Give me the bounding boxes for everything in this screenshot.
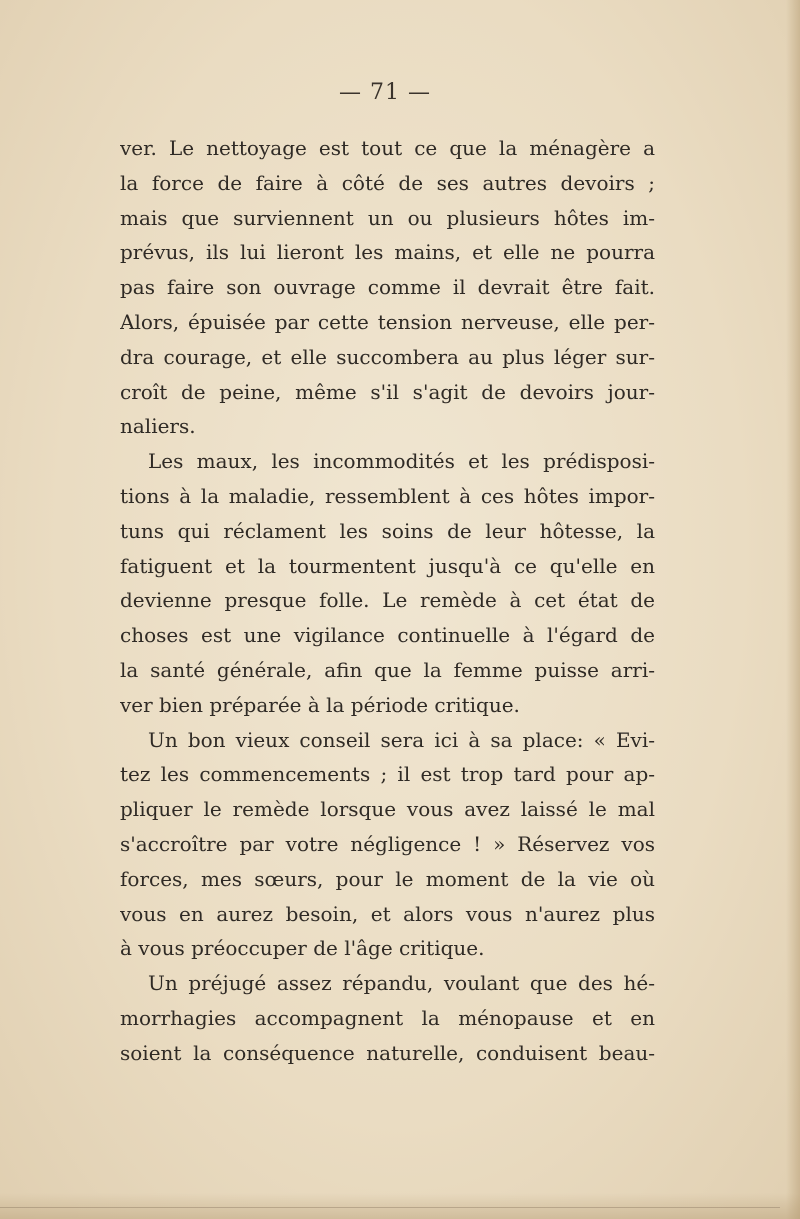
text-line: ver. Le nettoyage est tout ce que la ménagère a bbox=[120, 136, 655, 160]
text-line: prévus, ils lui lieront les mains, et elle ne pourra bbox=[120, 240, 655, 265]
text-line: pliquer le remède lorsque vous avez laissé le mal bbox=[120, 797, 655, 822]
text-line: ver bien préparée à la période critique. bbox=[120, 692, 520, 717]
text-line: forces, mes sœurs, pour le moment de la vie où bbox=[120, 866, 655, 891]
text-line: choses est une vigilance continuelle à l'égard de bbox=[120, 623, 655, 648]
text-line: fatiguent et la tourmentent jusqu'à ce qu'elle en bbox=[120, 553, 655, 578]
text-line: s'accroître par votre négligence ! » Réservez vos bbox=[120, 831, 655, 856]
text-line: devienne presque folle. Le remède à cet état de bbox=[120, 588, 655, 613]
text-line: tions à la maladie, ressemblent à ces hôtes impor- bbox=[120, 483, 655, 508]
text-line: Un préjugé assez répandu, voulant que des hé- bbox=[148, 971, 655, 996]
text-line: croît de peine, même s'il s'agit de devoirs jour- bbox=[120, 379, 655, 404]
page-edge-shadow bbox=[786, 0, 800, 1219]
text-line: dra courage, et elle succombera au plus léger sur- bbox=[120, 344, 655, 369]
page-number: — 71 — bbox=[339, 80, 431, 105]
text-line: tuns qui réclament les soins de leur hôtesse, la bbox=[120, 518, 655, 543]
text-line: vous en aurez besoin, et alors vous n'aurez plus bbox=[120, 901, 655, 926]
text-line: à vous préoccuper de l'âge critique. bbox=[120, 936, 485, 961]
text-line: soient la conséquence naturelle, conduisent beau- bbox=[120, 1040, 655, 1065]
text-line: la force de faire à côté de ses autres devoirs ; bbox=[120, 170, 655, 195]
text-line: Alors, épuisée par cette tension nerveuse, elle per- bbox=[120, 309, 655, 334]
page-bottom-shadow bbox=[0, 1193, 800, 1219]
text-line: la santé générale, afin que la femme puisse arri- bbox=[120, 657, 655, 682]
text-line: Un bon vieux conseil sera ici à sa place: « Evi- bbox=[148, 727, 655, 752]
text-line: pas faire son ouvrage comme il devrait être fait. bbox=[120, 275, 655, 300]
text-line: naliers. bbox=[120, 414, 196, 439]
text-line: Les maux, les incommodités et les prédisposi- bbox=[148, 449, 655, 474]
text-line: tez les commencements ; il est trop tard pour ap- bbox=[120, 762, 655, 787]
text-line: morrhagies accompagnent la ménopause et en bbox=[120, 1005, 655, 1030]
text-line: mais que surviennent un ou plusieurs hôtes im- bbox=[120, 205, 655, 230]
page-bottom-rule bbox=[0, 1207, 780, 1208]
body-text bbox=[120, 131, 655, 1071]
